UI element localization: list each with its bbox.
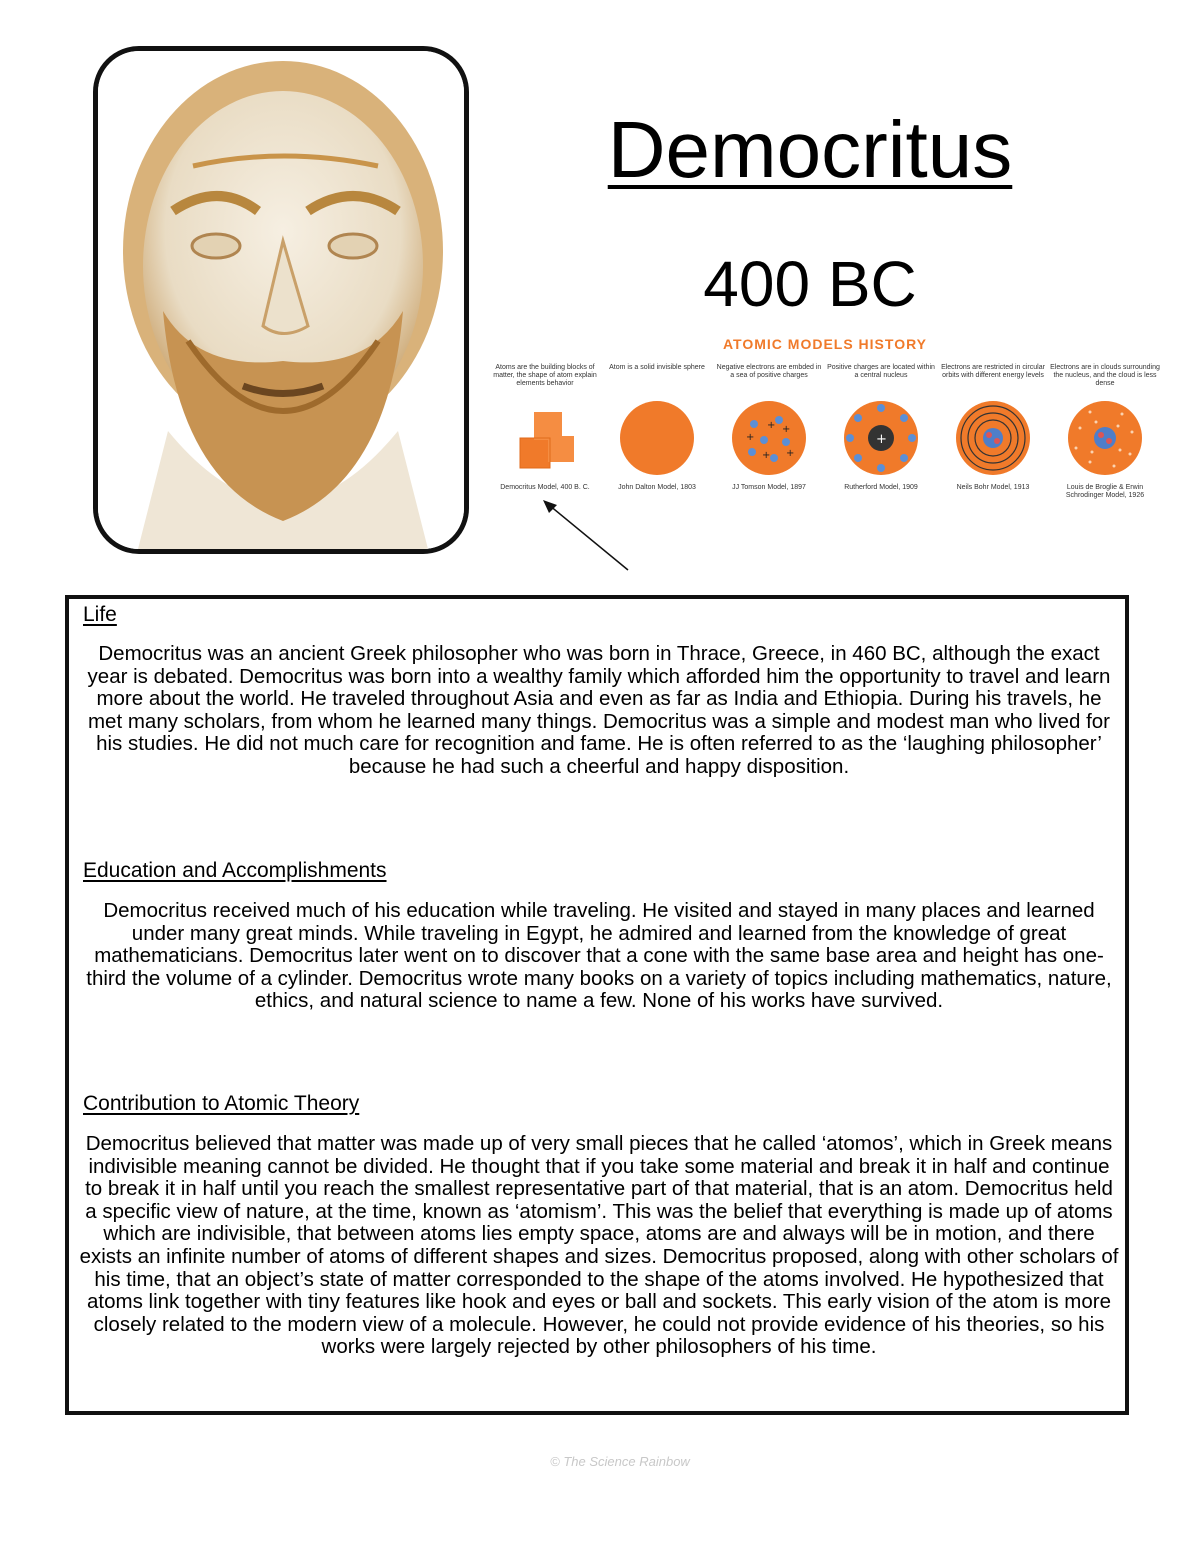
model-democritus: Atoms are the building blocks of matter, the shape of atom explain elements behavior Democritus Model, 400 B. C. bbox=[493, 364, 597, 491]
model-dalton: Atom is a solid invisible sphere John Dalton Model, 1803 bbox=[609, 364, 705, 491]
section-heading-atomic-theory: Contribution to Atomic Theory bbox=[83, 1092, 360, 1115]
solid-sphere-icon bbox=[612, 398, 702, 478]
section-heading-life: Life bbox=[83, 603, 117, 626]
svg-text:+: + bbox=[782, 424, 791, 435]
section-text-atomic-theory: Democritus believed that matter was made up of very small pieces that he called ‘atomos’, which in Greek means indivisible meaning cannot be divided. He thought that if you take some material and break it in half and continue to break it in half until you reach the smallest representative part of that material, that is an atom. Democritus held a specific view of nature, at the time, known as ‘atomism’. This was the belief that everything is made up of atoms which are indivisible, that between atoms lies empty space, atoms are and always will be in motion, and there exists an infinite number of atoms of different shapes and sizes. Democritus proposed, along with other scholars of his time, that an object’s state of matter corresponded to the shape of the atoms involved. He hypothesized that atoms link together with tiny features like hook and eyes or ball and sockets. This early vision of the atom is more closely related to the modern view of a molecule. However, he could not provide evidence of his theories, so his works were largely rejected by other philosophers of his time. bbox=[79, 1132, 1119, 1359]
model-thomson: Negative electrons are embded in a sea of positive charges + + + + + JJ Tomson Model, 1897 bbox=[716, 364, 822, 491]
orbit-atom-icon bbox=[948, 398, 1038, 478]
copyright-footer: © The Science Rainbow bbox=[550, 1454, 690, 1469]
date-label: 400 BC bbox=[703, 248, 917, 320]
svg-text:+: + bbox=[767, 420, 776, 431]
svg-text:+: + bbox=[786, 448, 795, 459]
svg-text:+: + bbox=[746, 432, 755, 443]
nucleus-atom-icon bbox=[836, 398, 926, 478]
portrait-frame bbox=[93, 46, 469, 554]
infographic-title: ATOMIC MODELS HISTORY bbox=[722, 336, 928, 352]
svg-text:+: + bbox=[762, 450, 771, 461]
pointer-arrow-icon bbox=[535, 495, 635, 575]
page-title: Democritus bbox=[607, 105, 1013, 194]
section-text-life: Democritus was an ancient Greek philosopher who was born in Thrace, Greece, in 460 BC, although the exact year is debated. Democritus was born into a wealthy family which afforded him the opportunity to travel and learn more about the world. He traveled throughout Asia and even as far as India and Ethiopia. During his travels, he met many scholars, from whom he learned many things. Democritus was a simple and modest man who lived for his studies. He did not much care for recognition and fame. He is often referred to as the ‘laughing philosopher’ because he had such a cheerful and happy disposition. bbox=[87, 642, 1111, 778]
cubes-icon bbox=[500, 398, 590, 478]
plum-pudding-icon bbox=[724, 398, 814, 478]
model-schrodinger: Electrons are in clouds surrounding the nucleus, and the cloud is less dense Louis de Broglie & Erwin Schrodinger Model, 1926 bbox=[1050, 364, 1160, 499]
section-text-education: Democritus received much of his education while traveling. He visited and stayed in many places and learned under many great minds. While traveling in Egypt, he admired and learned from the knowledge of great mathematicians. Democritus later went on to discover that a cone with the same base area and height has one-third the volume of a cylinder. Democritus wrote many books on a variety of topics including mathematics, nature, ethics, and natural science to name a few. None of his works have survived. bbox=[86, 899, 1112, 1013]
electron-cloud-icon bbox=[1060, 398, 1150, 478]
democritus-bust-image bbox=[98, 51, 464, 549]
svg-text:+: + bbox=[876, 432, 887, 447]
model-rutherford: Positive charges are located within a central nucleus + Rutherford Model, 1909 bbox=[827, 364, 935, 491]
section-heading-education: Education and Accomplishments bbox=[83, 859, 387, 882]
biography-panel bbox=[65, 595, 1129, 1415]
model-bohr: Electrons are restricted in circular orbits with different energy levels Neils Bohr Model, 1913 bbox=[941, 364, 1045, 491]
